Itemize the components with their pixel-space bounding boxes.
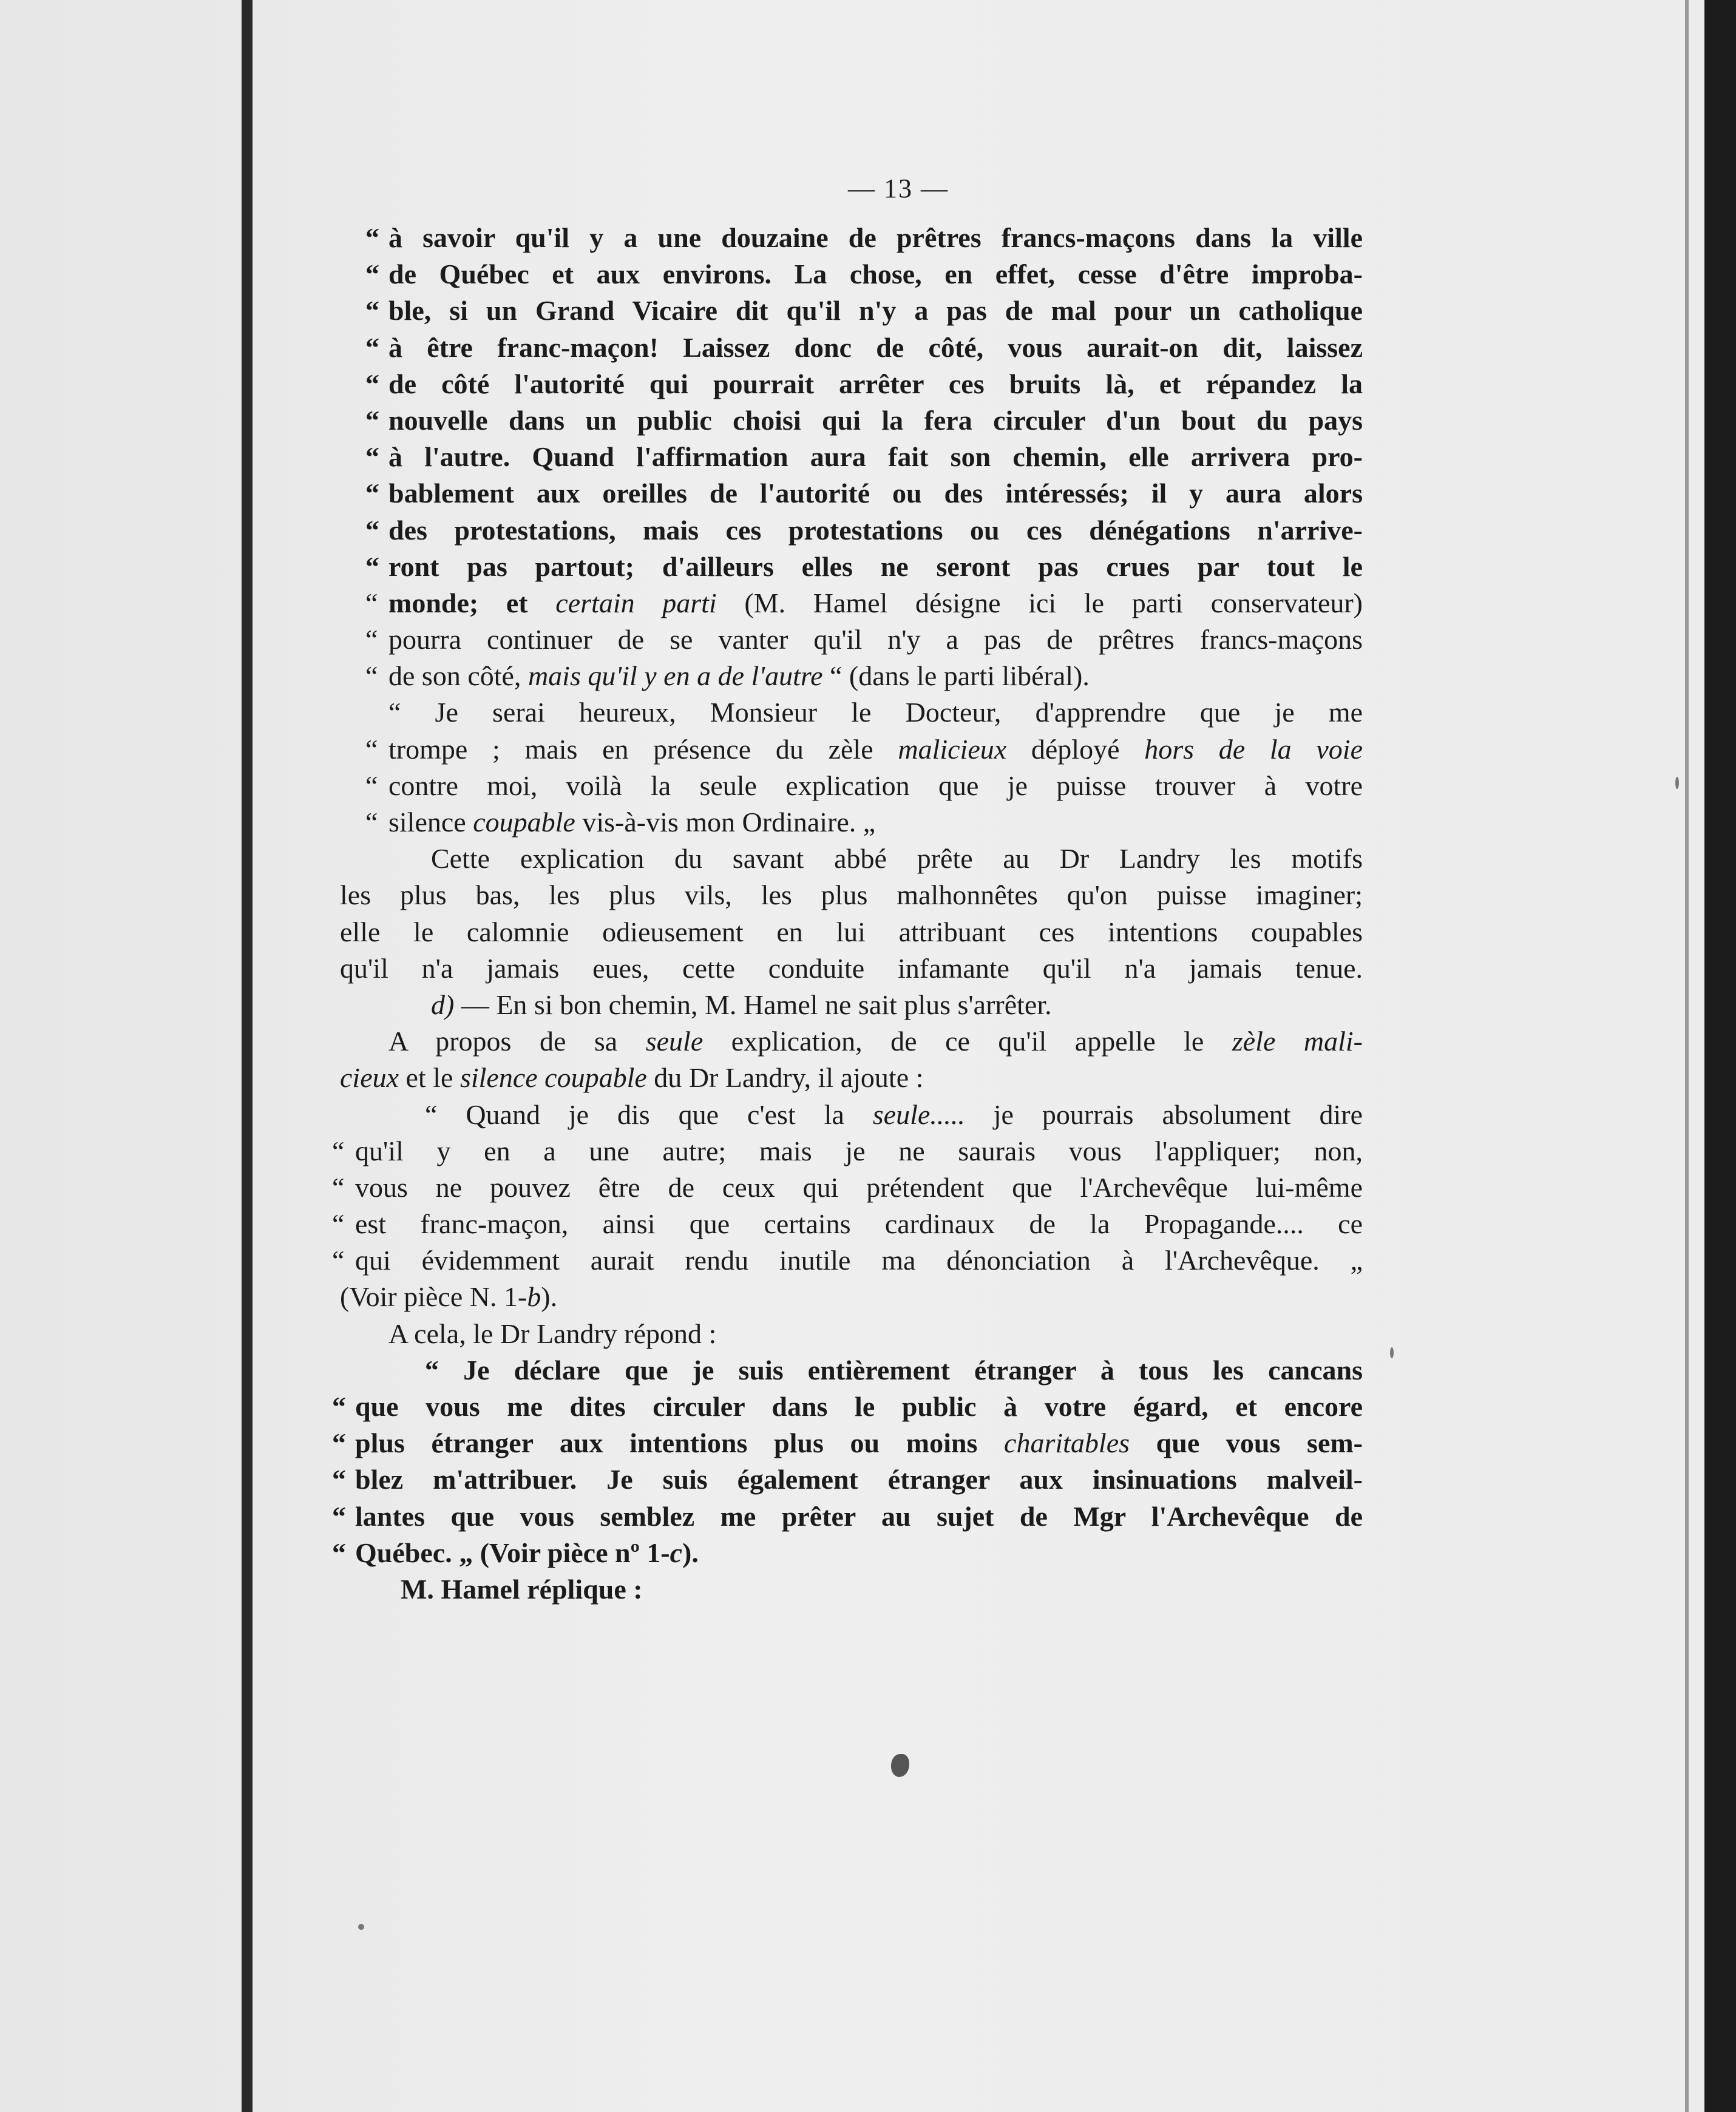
text-line: elle le calomnie odieusement en lui attribuant ces intentions coupables (340, 916, 1363, 947)
binding-shadow (242, 0, 253, 2112)
text-line: “ contre moi, voilà la seule explication que je puisse trouver à votre (365, 770, 1363, 801)
text-line: “ bablement aux oreilles de l'autorité ou des intéressés; il y aura alors (365, 478, 1363, 509)
text-line: d) — En si bon chemin, M. Hamel ne sait plus s'arrêter. (431, 989, 1052, 1020)
body-text (332, 220, 1363, 1608)
text-line: “ nouvelle dans un public choisi qui la fera circuler d'un bout du pays (365, 404, 1363, 436)
text-line: “ est franc-maçon, ainsi que certains cardinaux de la Propagande.... ce (332, 1208, 1363, 1240)
text-line: “ pourra continuer de se vanter qu'il n'y a pas de prêtres francs-maçons (365, 624, 1363, 655)
text-line: les plus bas, les plus vils, les plus malhonnêtes qu'on puisse imaginer; (340, 879, 1363, 911)
text-line: “ qu'il y en a une autre; mais je ne saurais vous l'appliquer; non, (332, 1135, 1363, 1166)
scan-speck (1390, 1347, 1394, 1358)
text-line: “ de côté l'autorité qui pourrait arrêter ces bruits là, et répandez la (365, 368, 1363, 399)
text-line: cieux et le silence coupable du Dr Landry, il ajoute : (340, 1062, 924, 1094)
text-line: “ Je déclare que je suis entièrement étranger à tous les cancans (425, 1354, 1363, 1386)
text-line: “ lantes que vous semblez me prêter au sujet de Mgr l'Archevêque de (332, 1500, 1363, 1532)
text-line: “ ble, si un Grand Vicaire dit qu'il n'y a pas de mal pour un catholique (365, 295, 1363, 327)
text-line: qu'il n'a jamais eues, cette conduite infamante qu'il n'a jamais tenue. (340, 952, 1363, 984)
text-line: “ plus étranger aux intentions plus ou moins charitables que vous sem- (332, 1427, 1363, 1459)
text-line: M. Hamel réplique : (401, 1573, 643, 1605)
page-edge-line (1685, 0, 1689, 2112)
text-line: “ blez m'attribuer. Je suis également étranger aux insinuations malveil- (332, 1464, 1363, 1495)
text-line: “ des protestations, mais ces protestations ou ces dénégations n'arrive- (365, 514, 1363, 546)
text-line: A cela, le Dr Landry répond : (388, 1318, 717, 1349)
text-line: “ silence coupable vis-à-vis mon Ordinaire. „ (365, 807, 876, 838)
scan-border (1704, 0, 1736, 2112)
text-line: “ de Québec et aux environs. La chose, en effet, cesse d'être improba- (365, 259, 1363, 290)
text-line: Cette explication du savant abbé prête au Dr Landry les motifs (431, 843, 1363, 875)
page-number: — 13 — (848, 174, 949, 203)
text-line: “ monde; et certain parti (M. Hamel désigne ici le parti conservateur) (365, 587, 1363, 618)
text-line: “ vous ne pouvez être de ceux qui prétendent que l'Archevêque lui-même (332, 1171, 1363, 1203)
text-line: “ Je serai heureux, Monsieur le Docteur, d'apprendre que je me (388, 697, 1363, 728)
text-line: “ à savoir qu'il y a une douzaine de prêtres francs-maçons dans la ville (365, 222, 1363, 253)
text-line: “ de son côté, mais qu'il y en a de l'autre “ (dans le parti libéral). (365, 660, 1090, 692)
text-line: “ ront pas partout; d'ailleurs elles ne seront pas crues par tout le (365, 550, 1363, 582)
text-line: “ à être franc-maçon! Laissez donc de côté, vous aurait-on dit, laissez (365, 331, 1363, 363)
scan-speck (358, 1924, 364, 1930)
scan-speck (1675, 777, 1679, 789)
text-line: A propos de sa seule explication, de ce qu'il appelle le zèle mali- (388, 1026, 1363, 1057)
text-line: “ Québec. „ (Voir pièce nº 1-c). (332, 1537, 699, 1568)
text-line: “ à l'autre. Quand l'affirmation aura fait son chemin, elle arrivera pro- (365, 441, 1363, 473)
text-line: “ Quand je dis que c'est la seule..... je pourrais absolument dire (425, 1098, 1363, 1130)
text-line: “ qui évidemment aurait rendu inutile ma dénonciation à l'Archevêque. „ (332, 1245, 1363, 1276)
text-line: “ que vous me dites circuler dans le public à votre égard, et encore (332, 1391, 1363, 1422)
text-line: (Voir pièce N. 1-b). (340, 1281, 558, 1313)
text-line: “ trompe ; mais en présence du zèle malicieux déployé hors de la voie (365, 733, 1363, 765)
